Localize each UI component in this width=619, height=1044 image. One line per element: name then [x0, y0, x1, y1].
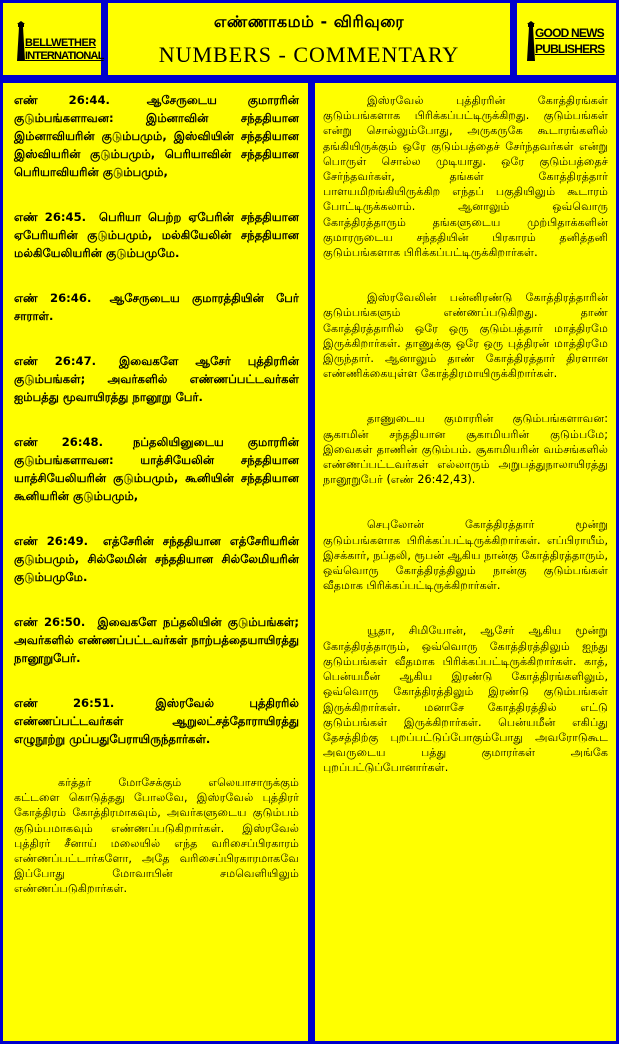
verse-block: [14, 352, 299, 406]
verse-block: [14, 208, 299, 262]
verse-text: பெரியா பெற்ற ஏபேரின் சந்ததியான ஏபேரியரின் குடும்பமும், மல்கியேலின் சந்ததியான மல்கியேலியரின் குடும்பமுமே.: [14, 210, 299, 260]
commentary-paragraph: இஸ்ரவேல் புத்திரரின் கோத்திரங்கள் குடும்பங்களாக பிரிக்கப்பட்டிருக்கிறது. குடும்பங்கள் என்று சொல்லும்போது, அருகருகே கூடாரங்களில் தங்கியிருக்கும் ஒரே குடும்பத்தைச் சேர்ந்தவர்கள் என்று பொருள் சொல்ல முடியாது. ஒரே குடும்பத்தைச் சேர்ந்தவர்கள், தங்கள் கோத்திரத்தார் பாளயமிறங்கியிருக்கிற எந்தப் பகுதியிலும் கூடாரம் போட்டிருக்கலாம். ஆனாலும் ஒவ்வொரு கோத்திரத்தாரும் தங்களுடைய முற்பிதாக்களின் குமாரருடைய சந்ததியின் பிரகாரம் தனித்தனி குடும்பங்களாக பிரிக்கப்பட்டிருக்கிறார்கள்.: [323, 94, 608, 260]
verse-ref: எண் 26:49.: [14, 534, 89, 548]
verse-ref: எண் 26:47.: [14, 354, 97, 368]
right-column: [315, 83, 616, 1041]
left-logo-line2: INTERNATIONAL: [25, 50, 104, 62]
title-english: NUMBERS - COMMENTARY: [158, 42, 460, 67]
verse-text: ஆசேருடைய குமாரத்தியின் பேர் சாராள்.: [14, 291, 299, 323]
commentary-paragraph: தாணுடைய குமாரரின் குடும்பங்களாவன: சூகாமின் சந்ததியான சூகாமியரின் குடும்பமே; இவைகள் தாணின் குடும்பம். சூகாமியரின் வம்சங்களில் எண்ணப்பட்டவர்கள் எல்லாரும் அறுபத்துநாலாயிரத்து நானூறுபேர் (எண் 26:42,43).: [323, 412, 608, 487]
verse-ref: எண் 26:50.: [14, 615, 86, 629]
verse-text: இஸ்ரவேல் புத்திரரில் எண்ணப்பட்டவர்கள் ஆறுலட்சத்தோராயிரத்து எழுநூற்று முப்பதுபேராயிருந்தார்கள்.: [14, 696, 299, 746]
verse-text: இவைகளே ஆசேர் புத்திரரின் குடும்பங்கள்; அவர்களில் எண்ணப்பட்டவர்கள் ஐம்பத்து மூவாயிரத்து நானூறு பேர்.: [14, 354, 299, 404]
left-column: [3, 83, 308, 1041]
commentary-paragraph: கர்த்தர் மோசேக்கும் எலெயாசாருக்கும் கட்டளை கொடுத்தது போலவே, இஸ்ரவேல் புத்திரர் கோத்திரம் கோத்திரமாகவும், அவர்களுடைய குடும்பம் குடும்பமாகவும் எண்ணப்படுகிறார்கள். இஸ்ரவேல் புத்திரர் சீனாய் மலையில் எந்த வரிசைப்பிரகாரம் எண்ணப்பட்டார்களோ, அதே வரிசைப்பிரகாரமாகவே இப்போது மோவாபின் சமவெளியிலும் எண்ணப்படுகிறார்கள்.: [14, 776, 299, 896]
verse-ref: எண் 26:48.: [14, 435, 104, 449]
commentary-paragraph: செபுலோன் கோத்திரத்தார் மூன்று குடும்பங்களாக பிரிக்கப்பட்டிருக்கிறார்கள். எப்பிராயீம், இசக்கார், நப்தலி, ரூபன் ஆகிய நான்கு கோத்திரத்தாரும், ஒவ்வொரு கோத்திரத்திலும் நான்கு குடும்பங்கள் வீதமாக பிரிக்கப்பட்டிருக்கிறார்கள்.: [323, 518, 608, 593]
verse-ref: எண் 26:44.: [14, 93, 110, 107]
right-logo-line2: PUBLISHERS: [535, 42, 605, 56]
verse-block: [14, 91, 299, 181]
verse-block: [14, 532, 299, 586]
right-logo-line1: GOOD NEWS: [535, 26, 604, 40]
verse-ref: எண் 26:45.: [14, 210, 87, 224]
left-logo-line1: BELLWETHER: [25, 37, 96, 49]
commentary-paragraph: யூதா, சிமியோன், ஆசேர் ஆகிய மூன்று கோத்திரத்தாரும், ஒவ்வொரு கோத்திரத்திலும் ஐந்து குடும்பங்கள் வீதமாக பிரிக்கப்பட்டிருக்கிறார்கள். காத், பென்யமீன் ஆகிய இரண்டு கோத்திரங்களிலும், ஒவ்வொரு கோத்திரத்திலும் இரண்டு குடும்பங்கள் இருக்கிறார்கள். மனாசே கோத்திரத்தில் எட்டு குடும்பங்கள் இருக்கிறார்கள். பென்யமீன் எகிப்து தேசத்திற்கு புறப்பட்டுப்போகும்போது அவரோடுகூட அவருடைய பத்து குமாரர்கள் அங்கே புறப்பட்டுப்போனார்கள்.: [323, 624, 608, 775]
verse-block: [14, 289, 299, 325]
verse-ref: எண் 26:51.: [14, 696, 115, 710]
title-tamil: எண்ணாகமம் - விரிவுரை: [213, 12, 405, 31]
verse-text: இவைகளே நப்தலியின் குடும்பங்கள்; அவர்களில் எண்ணப்பட்டவர்கள் நாற்பத்தையாயிரத்து நானூறுபேர்.: [14, 615, 299, 665]
page-header: [108, 3, 510, 75]
good-news-logo: [517, 3, 616, 75]
verse-block: [14, 433, 299, 505]
verse-text: நப்தலியினுடைய குமாரரின் குடும்பங்களாவன: யாத்சியேலின் சந்ததியான யாத்சியேலியரின் குடும்பமும், கூனியின் சந்ததியான கூனியரின் குடும்பமும்,: [14, 435, 299, 503]
commentary-paragraph: இஸ்ரவேலின் பன்னிரண்டு கோத்திரத்தாரின் குடும்பங்களும் எண்ணப்படுகிறது. தாண் கோத்திரத்தாரில் ஒரே ஒரு குடும்பத்தார் மாத்திரமே இருக்கிறார்கள். தாணுக்கு ஒரே ஒரு புத்திரன் மாத்திரமே இருந்தார். ஆனாலும் தாண் கோத்திரத்தார் திரளான எண்ணிக்கையுள்ள கோத்திரமாயிருக்கிறார்கள்.: [323, 291, 608, 381]
bellwether-logo: [3, 3, 104, 75]
verse-ref: எண் 26:46.: [14, 291, 92, 305]
verse-block: [14, 613, 299, 667]
verse-text: எத்சேரின் சந்ததியான எத்சேரியரின் குடும்பமும், சில்லேமின் சந்ததியான சில்லேமியரின் குடும்பமுமே.: [14, 534, 299, 584]
verse-text: ஆசேருடைய குமாரரின் குடும்பங்களாவன: இம்னாவின் சந்ததியான இம்னாவியரின் குடும்பமும், இஸ்வியின் சந்ததியான இஸ்வியரின் குடும்பமும், பெரியாவின் சந்ததியான பெரியாவியரின் குடும்பமும்,: [14, 93, 299, 179]
verse-block: [14, 694, 299, 748]
